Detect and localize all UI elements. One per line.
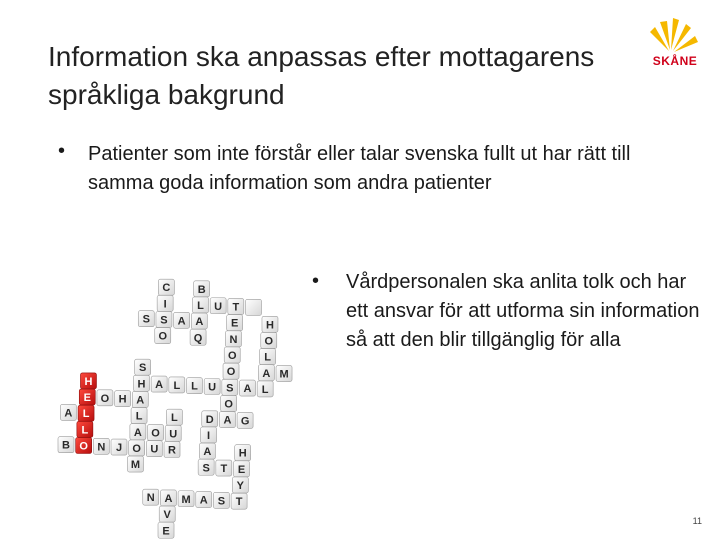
- svg-text:B: B: [62, 439, 70, 452]
- svg-text:A: A: [64, 407, 73, 420]
- svg-text:N: N: [97, 441, 106, 454]
- page-number: 11: [692, 516, 702, 526]
- svg-text:S: S: [160, 314, 168, 327]
- svg-text:H: H: [118, 393, 127, 406]
- svg-text:L: L: [171, 412, 178, 425]
- svg-text:H: H: [265, 319, 274, 332]
- svg-text:E: E: [237, 463, 246, 476]
- svg-text:L: L: [173, 379, 181, 392]
- svg-text:L: L: [197, 299, 204, 312]
- svg-text:U: U: [150, 443, 159, 456]
- svg-text:Q: Q: [193, 332, 203, 345]
- svg-text:A: A: [243, 383, 252, 396]
- svg-text:A: A: [136, 394, 145, 407]
- slide-title: Information ska anpassas efter mottagarens språkliga bakgrund: [48, 41, 595, 110]
- svg-text:L: L: [135, 410, 143, 423]
- svg-text:Y: Y: [236, 480, 244, 492]
- svg-text:O: O: [132, 442, 141, 455]
- svg-text:E: E: [83, 392, 91, 405]
- svg-text:C: C: [162, 282, 171, 295]
- svg-text:O: O: [100, 392, 110, 405]
- svg-text:S: S: [217, 495, 226, 508]
- svg-text:G: G: [240, 415, 250, 428]
- svg-text:H: H: [137, 378, 146, 391]
- svg-text:R: R: [168, 444, 176, 457]
- svg-text:T: T: [220, 463, 228, 476]
- svg-text:A: A: [133, 426, 142, 439]
- svg-text:A: A: [155, 379, 164, 392]
- svg-text:H: H: [238, 447, 247, 460]
- svg-text:S: S: [226, 382, 234, 395]
- svg-text:E: E: [230, 317, 239, 330]
- svg-text:U: U: [169, 428, 178, 441]
- svg-text:O: O: [227, 350, 237, 362]
- svg-text:L: L: [191, 380, 198, 393]
- svg-text:O: O: [79, 440, 88, 453]
- svg-text:S: S: [142, 313, 150, 326]
- svg-text:E: E: [162, 525, 170, 538]
- svg-text:A: A: [195, 316, 204, 329]
- svg-text:N: N: [146, 492, 155, 505]
- svg-text:U: U: [208, 381, 217, 394]
- bullet-text-2: Vårdpersonalen ska anlita tolk och har ett ansvar för att utforma sin information så att den blir tillgänglig för alla: [346, 271, 700, 351]
- logo-text: SKÅNE: [652, 54, 698, 68]
- bullet-marker: •: [58, 140, 66, 162]
- svg-text:O: O: [151, 427, 160, 440]
- svg-text:O: O: [264, 335, 274, 348]
- svg-text:T: T: [235, 496, 243, 509]
- svg-text:U: U: [214, 300, 223, 313]
- svg-text:I: I: [207, 429, 211, 442]
- svg-text:L: L: [261, 383, 269, 396]
- svg-text:L: L: [264, 351, 271, 364]
- svg-text:D: D: [205, 413, 214, 426]
- bullet-text-1: Patienter som inte förstår eller talar svenska fullt ut har rätt till samma goda information som andra patienter: [88, 143, 631, 194]
- svg-text:H: H: [84, 375, 93, 388]
- svg-text:A: A: [164, 492, 173, 505]
- svg-text:O: O: [158, 330, 168, 343]
- svg-text:J: J: [115, 442, 123, 455]
- svg-text:I: I: [163, 298, 167, 311]
- svg-text:A: A: [199, 494, 208, 507]
- svg-text:L: L: [81, 424, 89, 437]
- svg-text:B: B: [197, 283, 206, 296]
- svg-text:V: V: [163, 509, 171, 522]
- svg-text:A: A: [177, 315, 186, 328]
- svg-text:L: L: [82, 408, 90, 421]
- svg-text:M: M: [181, 493, 191, 506]
- crossword-tiles-image: [60, 272, 289, 538]
- svg-text:T: T: [232, 301, 240, 314]
- bullet-marker: •: [312, 270, 320, 292]
- svg-text:M: M: [279, 368, 289, 381]
- svg-text:A: A: [223, 414, 232, 427]
- svg-text:A: A: [203, 446, 212, 459]
- svg-text:N: N: [229, 333, 238, 346]
- svg-text:A: A: [262, 367, 271, 380]
- svg-text:O: O: [224, 398, 233, 411]
- svg-text:M: M: [130, 459, 141, 472]
- svg-text:S: S: [202, 462, 210, 475]
- svg-text:O: O: [226, 366, 236, 379]
- svg-text:S: S: [139, 362, 147, 375]
